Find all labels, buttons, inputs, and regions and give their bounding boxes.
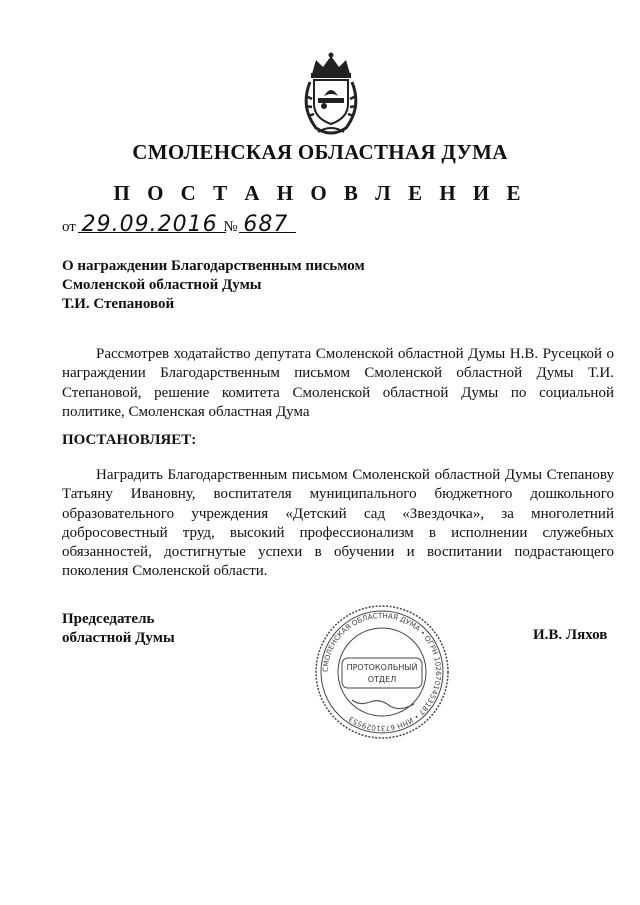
seal-center-line: ПРОТОКОЛЬНЫЙ xyxy=(346,663,418,672)
organization-title: СМОЛЕНСКАЯ ОБЛАСТНАЯ ДУМА xyxy=(132,140,508,164)
number-sign: № xyxy=(223,219,238,235)
document-type-heading: П О С Т А Н О В Л Е Н И Е xyxy=(113,181,527,205)
signer-title-line: Председатель xyxy=(62,611,155,627)
resolves-heading: ПОСТАНОВЛЯЕТ: xyxy=(62,432,197,448)
intro-paragraph: Рассмотрев ходатайство депутата Смоленской областной Думы Н.В. Русецкой о награждении Благодарственным письмом Смоленской областной Думы Т.И. Степановой, решение комитета Смоленской областной Думы по социальной политике, Смоленская областная Дума xyxy=(62,346,614,420)
signer-title xyxy=(62,610,175,648)
coat-of-arms-emblem xyxy=(296,52,366,138)
resolution-paragraph: Наградить Благодарственным письмом Смоленской областной Думы Степанову Татьяну Ивановну, воспитателя муниципального бюджетного дошкольного образовательного учреждения «Детский сад «Звездочка», за многолетний добросовестный труд, высокий профессионализм в исполнении служебных обязанностей, достигнутые успехи в обучении и воспитании подрастающего поколения Смоленской области. xyxy=(62,467,614,580)
handwritten-date: 29.09.2016 xyxy=(81,212,218,237)
handwritten-number: 687 xyxy=(243,212,289,237)
subject-line: О награждении Благодарственным письмом xyxy=(62,258,365,274)
subject-line: Смоленской областной Думы xyxy=(62,277,262,293)
official-seal-stamp xyxy=(312,602,452,742)
document-subject xyxy=(62,257,365,314)
date-number-line xyxy=(62,212,290,237)
date-prefix: от xyxy=(62,219,76,235)
seal-center-line: ОТДЕЛ xyxy=(367,675,397,684)
subject-line: Т.И. Степановой xyxy=(62,296,175,312)
signer-title-line: областной Думы xyxy=(62,630,175,646)
seal-ring-text: СМОЛЕНСКАЯ ОБЛАСТНАЯ ДУМА • ОГРН 1026701453187 • ИНН 6731029553 xyxy=(320,610,444,734)
signer-name: И.В. Ляхов xyxy=(533,627,608,643)
